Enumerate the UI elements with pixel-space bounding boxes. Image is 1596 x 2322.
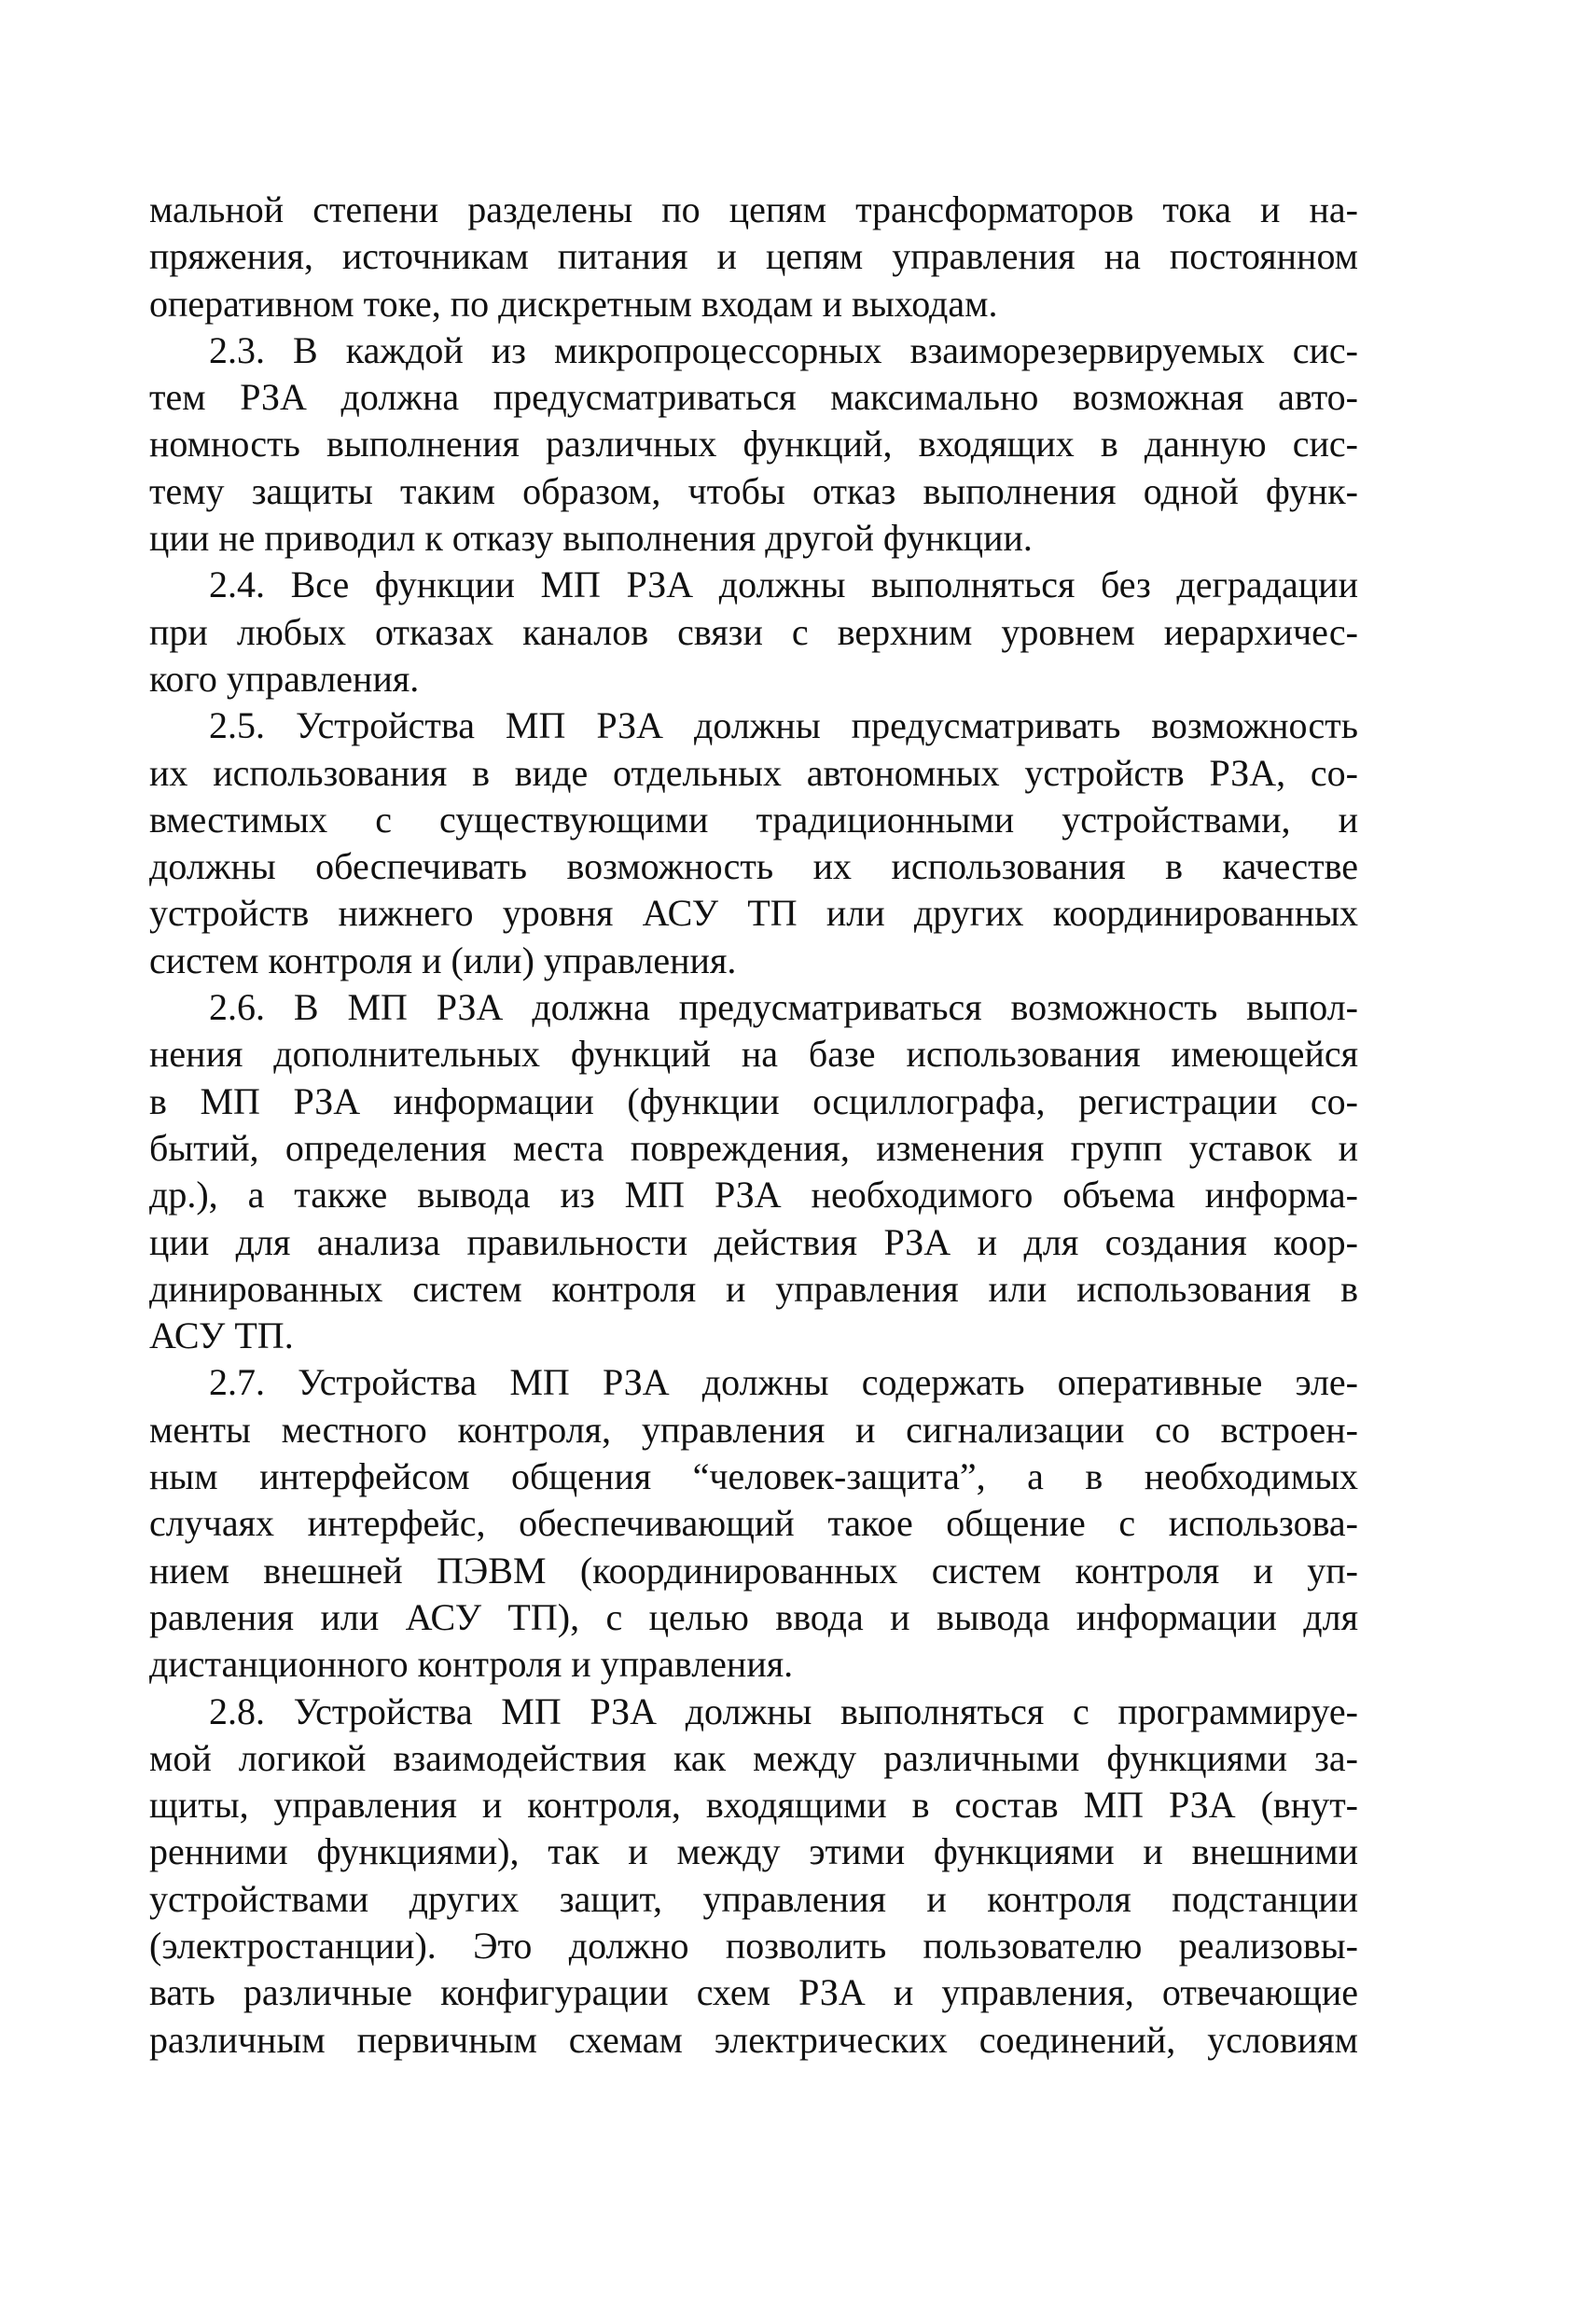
text-line: менты местного контроля, управления и сигнализации со встроен-: [149, 1408, 1358, 1451]
text-line: систем контроля и (или) управления.: [149, 939, 737, 981]
text-line: устройствами других защит, управления и контроля подстанции: [149, 1877, 1358, 1920]
text-line: дистанционного контроля и управления.: [149, 1643, 794, 1686]
text-line: 2.6. В МП РЗА должна предусматриваться возможность выпол-: [209, 986, 1358, 1029]
text-line: тему защиты таким образом, чтобы отказ выполнения одной функ-: [149, 469, 1358, 512]
text-line: нения дополнительных функций на базе использования имеющейся: [149, 1033, 1358, 1076]
text-line: ренними функциями), так и между этими функциями и внешними: [149, 1830, 1358, 1873]
body-text: [149, 187, 1358, 2064]
text-line: в МП РЗА информации (функции осциллографа, регистрации со-: [149, 1079, 1358, 1122]
text-line: пряжения, источникам питания и цепям управления на постоянном: [149, 235, 1358, 278]
text-line: ным интерфейсом общения “человек-защита”, а в необходимых: [149, 1455, 1358, 1498]
text-line: тем РЗА должна предусматриваться максимально возможная авто-: [149, 376, 1358, 419]
text-line: нием внешней ПЭВМ (координированных систем контроля и уп-: [149, 1549, 1358, 1592]
text-line: АСУ ТП.: [149, 1314, 294, 1357]
paragraph-2-2-continued: [149, 187, 1358, 327]
text-line: 2.3. В каждой из микропроцессорных взаиморезервируемых сис-: [209, 328, 1358, 371]
paragraph-2-5: [149, 702, 1358, 984]
text-line: вместимых с существующими традиционными устройствами, и: [149, 798, 1358, 841]
text-line: должны обеспечивать возможность их использования в качестве: [149, 845, 1358, 888]
text-line: равления или АСУ ТП), с целью ввода и вывода информации для: [149, 1595, 1358, 1638]
text-line: 2.4. Все функции МП РЗА должны выполняться без деградации: [209, 563, 1358, 606]
text-line: 2.7. Устройства МП РЗА должны содержать оперативные эле-: [209, 1361, 1358, 1404]
text-line: бытий, определения места повреждения, изменения групп уставок и: [149, 1126, 1358, 1169]
text-line: ции для анализа правильности действия РЗА и для создания коор-: [149, 1220, 1358, 1263]
text-line: ции не приводил к отказу выполнения другой функции.: [149, 517, 1033, 560]
text-line: различным первичным схемам электрических соединений, условиям: [149, 2018, 1358, 2061]
text-line: мальной степени разделены по цепям трансформаторов тока и на-: [149, 188, 1358, 230]
text-line: оперативном токе, по дискретным входам и выходам.: [149, 282, 998, 325]
text-line: случаях интерфейс, обеспечивающий такое общение с использова-: [149, 1502, 1358, 1545]
text-line: устройств нижнего уровня АСУ ТП или других координированных: [149, 892, 1358, 935]
text-line: кого управления.: [149, 657, 420, 700]
text-line: номность выполнения различных функций, входящих в данную сис-: [149, 423, 1358, 466]
paragraph-2-6: [149, 984, 1358, 1359]
paragraph-2-7: [149, 1359, 1358, 1688]
text-line: динированных систем контроля и управления или использования в: [149, 1267, 1358, 1310]
text-line: (электростанции). Это должно позволить пользователю реализовы-: [149, 1924, 1358, 1967]
text-line: их использования в виде отдельных автономных устройств РЗА, со-: [149, 751, 1358, 794]
text-line: вать различные конфигурации схем РЗА и управления, отвечающие: [149, 1971, 1358, 2014]
text-line: др.), а также вывода из МП РЗА необходимого объема информа-: [149, 1174, 1358, 1217]
text-line: 2.5. Устройства МП РЗА должны предусматривать возможность: [209, 704, 1358, 747]
paragraph-2-4: [149, 562, 1358, 702]
text-line: щиты, управления и контроля, входящими в состав МП РЗА (внут-: [149, 1784, 1358, 1827]
paragraph-2-8: [149, 1689, 1358, 2064]
paragraph-2-3: [149, 327, 1358, 562]
text-line: 2.8. Устройства МП РЗА должны выполняться с программируе-: [209, 1689, 1358, 1732]
text-line: мой логикой взаимодействия как между различными функциями за-: [149, 1736, 1358, 1779]
text-line: при любых отказах каналов связи с верхним уровнем иерархичес-: [149, 610, 1358, 653]
